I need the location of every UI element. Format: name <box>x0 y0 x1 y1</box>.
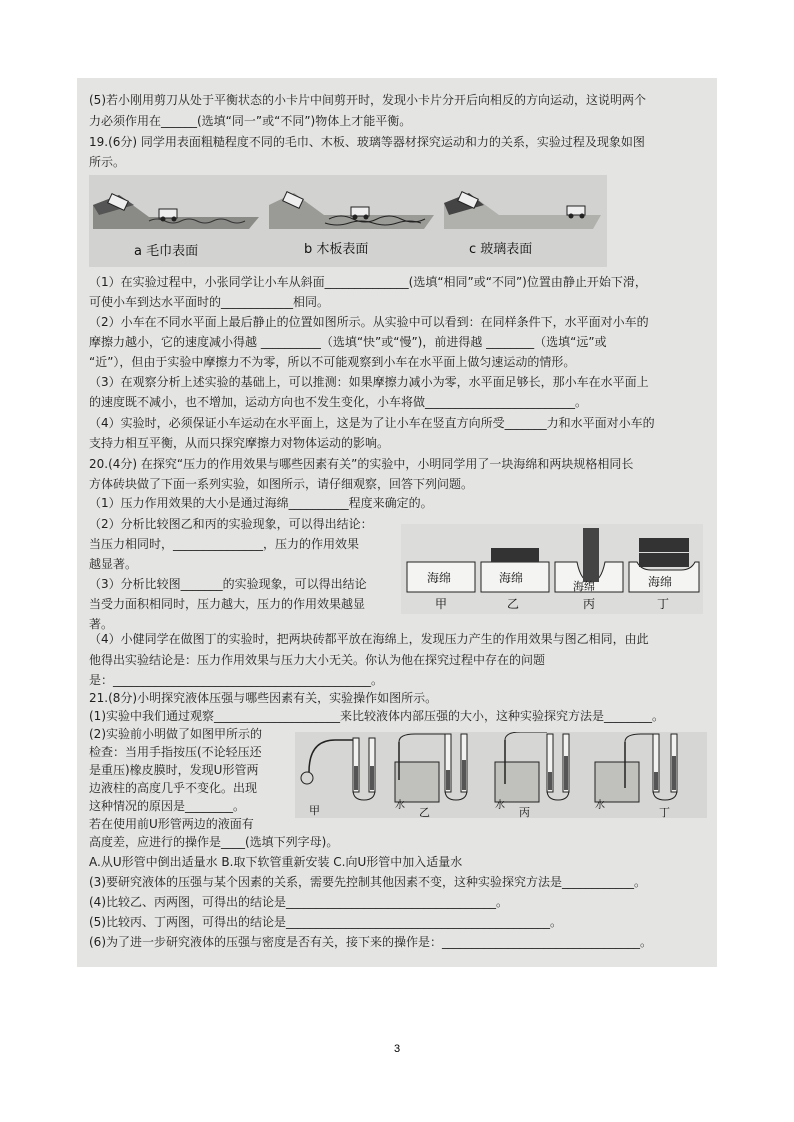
label-ding: 丁 <box>659 806 670 818</box>
text-line: （1）压力作用效果的大小是通过海绵__________程度来确定的。 <box>89 496 433 510</box>
label-towel: a 毛巾表面 <box>134 244 199 259</box>
figure-20-sponge-bricks <box>401 524 703 614</box>
sponge-label: 海绵 <box>573 580 595 593</box>
text-line: 当压力相同时，_______________，压力的作用效果 <box>89 537 360 551</box>
apparatus-jia <box>301 738 375 800</box>
text-line: 方体砖块做了下面一系列实验，如图所示，请仔细观察，回答下列问题。 <box>89 477 474 491</box>
label-jia: 甲 <box>435 597 448 611</box>
text-line: 是重压)橡皮膜时，发现U形管两 <box>89 763 259 777</box>
figure-20-drawing <box>401 524 703 614</box>
text-line: （3）分析比较图_______的实验现象，可以得出结论 <box>89 577 367 591</box>
text-line: 力必须作用在______(选填“同一”或“不同”)物体上才能平衡。 <box>89 114 412 128</box>
text-line: （2）小车在不同水平面上最后静止的位置如图所示。从实验中可以看到：在同样条件下，水平面对小车的 <box>89 315 649 329</box>
sponge-yi <box>481 548 549 592</box>
text-line: (6)为了进一步研究液体的压强与密度是否有关，接下来的操作是：_________________________________。 <box>89 935 653 949</box>
text-line: (5)比较丙、丁两图，可得出的结论是____________________________________________。 <box>89 915 562 929</box>
text-line: 是：___________________________________________。 <box>89 673 384 687</box>
text-line: 这种情况的原因是________。 <box>89 799 246 813</box>
label-jia: 甲 <box>309 804 320 817</box>
question-21-stem: 21.(8分)小明探究液体压强与哪些因素有关，实验操作如图所示。 <box>89 691 438 705</box>
text-line: 摩擦力越小，它的速度减小得越 __________（选填“快”或“慢”)，前进得越 ________（选填“远”或 <box>89 335 607 349</box>
text-line: “近”），但由于实验中摩擦力不为零，所以不可能观察到小车在水平面上做匀速运动的情形。 <box>89 355 576 369</box>
text-line: (5)若小刚用剪刀从处于平衡状态的小卡片中间剪开时，发现小卡片分开后向相反的方向运动，这说明两个 <box>89 93 647 107</box>
page-number: 3 <box>393 1043 401 1055</box>
text-line: 检查：当用手指按压(不论轻压还 <box>89 745 262 759</box>
text-line: 高度差，应进行的操作是____(选填下列字母)。 <box>89 835 339 849</box>
text-line: （4）小健同学在做图丁的实验时，把两块砖都平放在海绵上，发现压力产生的作用效果与图乙相同，由此 <box>89 632 649 646</box>
label-yi: 乙 <box>419 806 430 818</box>
apparatus-ding <box>595 734 677 802</box>
text-line: (3)要研究液体的压强与某个因素的关系，需要先控制其他因素不变，这种实验探究方法是____________。 <box>89 875 647 889</box>
text-line: (1)实验中我们通过观察_____________________来比较液体内部压强的大小，这种实验探究方法是________。 <box>89 709 665 723</box>
label-glass: c 玻璃表面 <box>469 242 533 257</box>
label-ding: 丁 <box>657 597 670 611</box>
text-line: 边液柱的高度几乎不变化。出现 <box>89 781 258 795</box>
question-20-stem: 20.(4分) 在探究“压力的作用效果与哪些因素有关”的实验中，小明同学用了一块海绵和两块规格相同长 <box>89 457 634 471</box>
scanned-exam-page <box>77 78 717 967</box>
water-label: 水 <box>495 800 505 811</box>
label-bing: 丙 <box>583 597 596 611</box>
label-wood: b 木板表面 <box>304 242 369 257</box>
label-bing: 丙 <box>519 806 530 818</box>
apparatus-yi <box>395 734 467 802</box>
question-19-stem: 19.(6分) 同学用表面粗糙程度不同的毛巾、木板、玻璃等器材探究运动和力的关系，实验过程及现象如图 <box>89 135 645 149</box>
text-line: （2）分析比较图乙和丙的实验现象，可以得出结论： <box>89 517 373 531</box>
sponge-label: 海绵 <box>427 571 452 585</box>
text-line: 所示。 <box>89 155 126 169</box>
text-line: 的速度既不减小，也不增加，运动方向也不发生变化，小车将做_________________________。 <box>89 395 588 409</box>
text-line: （1）在实验过程中，小张同学让小车从斜面______________(选填“相同”或“不同”)位置由静止开始下滑， <box>89 275 647 289</box>
water-label: 水 <box>595 800 605 811</box>
glass-surface-panel <box>444 192 601 229</box>
text-line: 他得出实验结论是：压力作用效果与压力大小无关。你认为他在探究过程中存在的问题 <box>89 653 546 667</box>
text-line: （4）实验时，必须保证小车运动在水平面上，这是为了让小车在竖直方向所受_______力和水平面对小车的 <box>89 416 655 430</box>
water-label: 水 <box>395 800 405 811</box>
sponge-bing <box>555 528 623 593</box>
label-yi: 乙 <box>507 597 520 611</box>
sponge-ding <box>629 538 699 592</box>
sponge-label: 海绵 <box>648 575 673 589</box>
sponge-label: 海绵 <box>499 571 524 585</box>
text-line: （3）在观察分析上述实验的基础上，可以推测：如果摩擦力减小为零，水平面足够长，那小车在水平面上 <box>89 375 649 389</box>
figure-21-u-tube <box>295 732 707 818</box>
text-line: (2)实验前小明做了如图甲所示的 <box>89 727 262 741</box>
text-line: (4)比较乙、丙两图，可得出的结论是___________________________________。 <box>89 895 508 909</box>
text-line: 若在使用前U形管两边的液面有 <box>89 817 254 831</box>
text-line: 当受力面积相同时，压力越大，压力的作用效果越显 <box>89 597 366 611</box>
figure-19-surfaces <box>89 175 607 267</box>
towel-surface-panel <box>93 194 259 229</box>
text-line: 可使小车到达水平面时的____________相同。 <box>89 295 330 309</box>
figure-21-drawing <box>295 732 707 818</box>
text-line: 越显著。 <box>89 557 138 571</box>
answer-options: A.从U形管中倒出适量水 B.取下软管重新安装 C.向U形管中加入适量水 <box>89 855 463 869</box>
text-line: 著。 <box>89 617 114 631</box>
sponge-jia <box>407 562 475 592</box>
apparatus-bing <box>495 732 569 802</box>
wood-surface-panel <box>269 192 434 229</box>
text-line: 支持力相互平衡，从而只探究摩擦力对物体运动的影响。 <box>89 436 390 450</box>
figure-19-drawing <box>89 175 607 267</box>
